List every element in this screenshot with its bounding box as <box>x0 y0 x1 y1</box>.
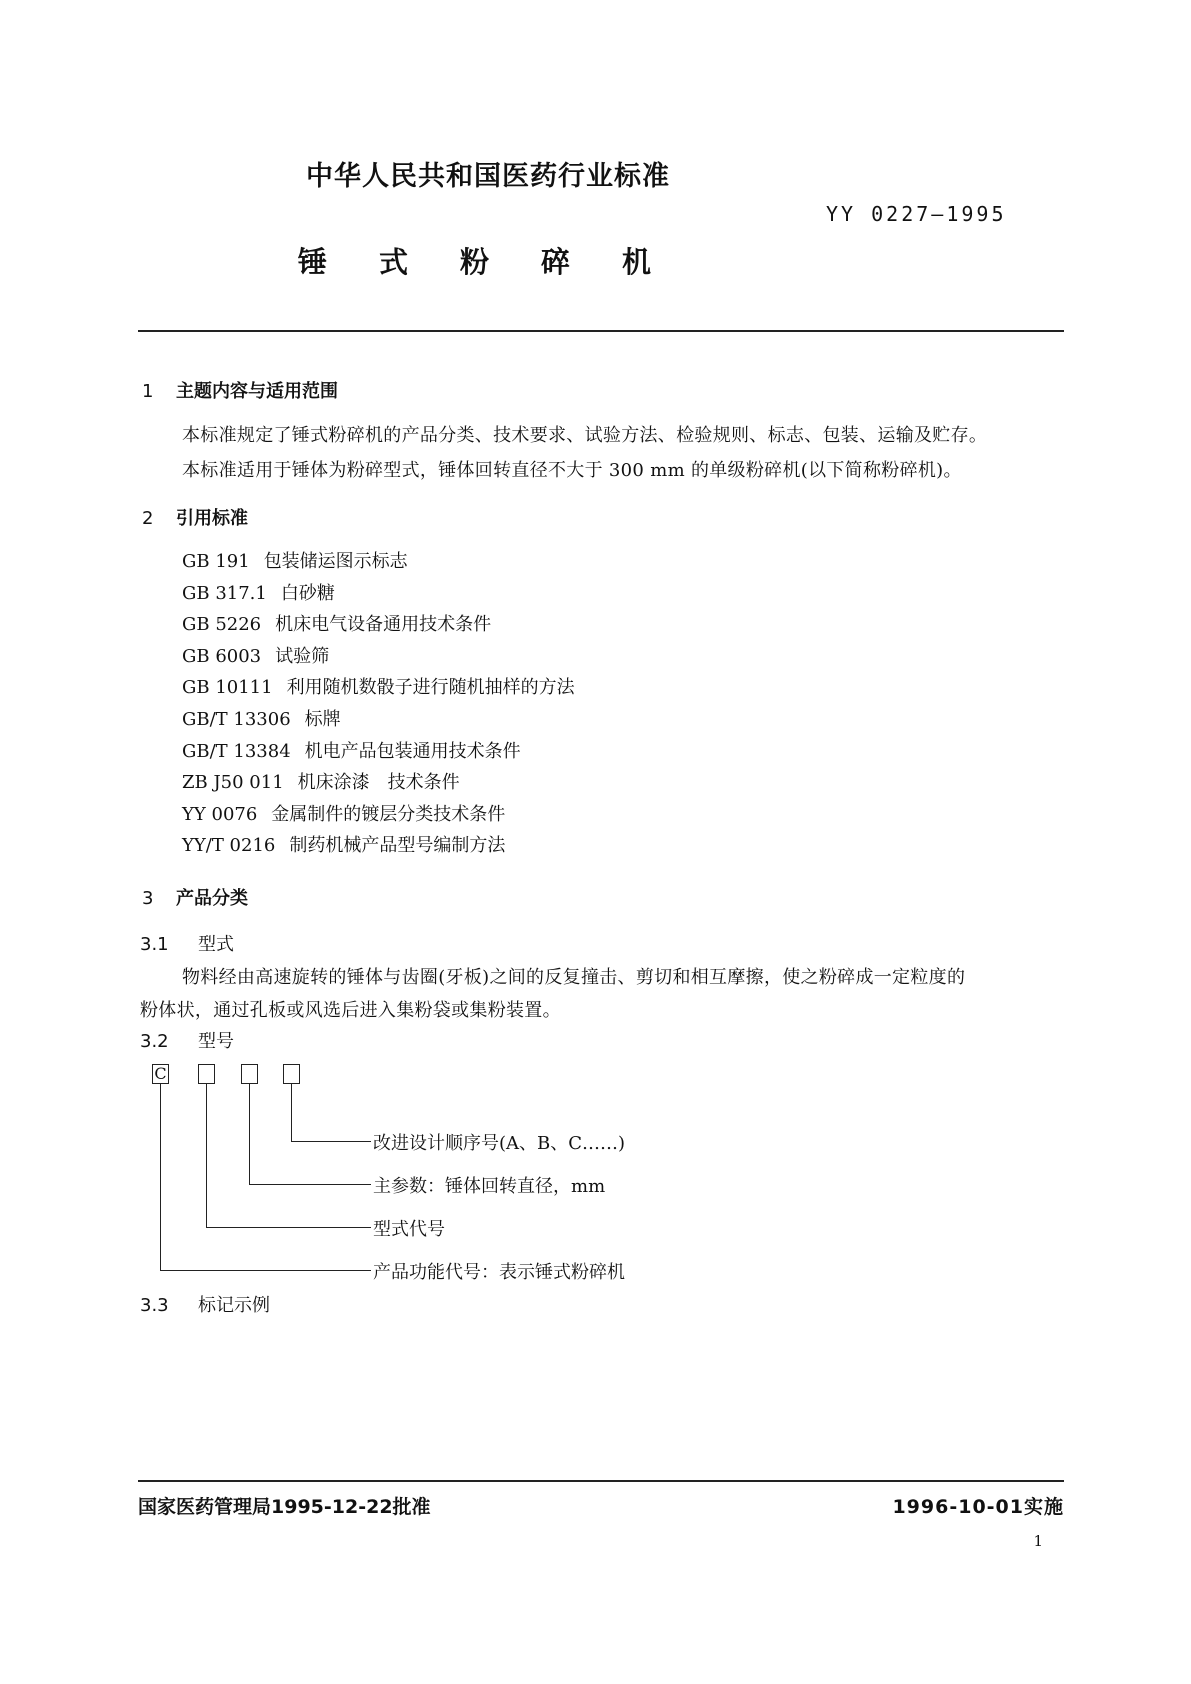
leader-line <box>249 1084 250 1184</box>
reference-title: 包装储运图示标志 <box>263 551 408 572</box>
reference-code: GB/T 13384 <box>182 740 291 762</box>
section-1-paragraph-1: 本标准规定了锤式粉碎机的产品分类、技术要求、试验方法、检验规则、标志、包装、运输及贮存。 <box>182 425 988 446</box>
reference-item <box>182 736 575 768</box>
reference-code: GB 191 <box>182 551 250 572</box>
model-label-main-parameter: 主参数：锤体回转直径，mm <box>373 1176 606 1197</box>
reference-title: 利用随机数骰子进行随机抽样的方法 <box>286 677 575 699</box>
reference-title: 标牌 <box>304 708 341 730</box>
subsection-3-1-line-2: 粉体状，通过孔板或风选后进入集粉袋或集粉装置。 <box>140 1000 561 1021</box>
reference-title: 制药机械产品型号编制方法 <box>289 835 506 857</box>
document-title: 锤式粉碎机 <box>298 245 704 279</box>
reference-item <box>182 578 575 610</box>
leader-line <box>291 1084 292 1141</box>
reference-code: YY/T 0216 <box>182 835 276 857</box>
reference-item <box>182 767 575 799</box>
subsection-title: 型号 <box>198 1031 234 1052</box>
section-title: 产品分类 <box>176 888 248 909</box>
section-title: 引用标准 <box>176 508 248 529</box>
leader-line <box>160 1270 371 1271</box>
model-box-main-parameter <box>241 1064 258 1084</box>
issuer-title: 中华人民共和国医药行业标准 <box>306 161 670 192</box>
leader-line <box>291 1141 371 1142</box>
section-title: 主题内容与适用范围 <box>176 381 338 402</box>
reference-code: GB 6003 <box>182 645 262 667</box>
reference-code: GB 5226 <box>182 614 262 636</box>
subsection-title: 型式 <box>198 934 234 955</box>
header-rule <box>138 330 1064 332</box>
subsection-3-3-heading <box>140 1291 270 1317</box>
reference-title: 机床电气设备通用技术条件 <box>275 614 492 636</box>
leader-line <box>206 1084 207 1227</box>
subsection-number: 3.2 <box>140 1031 169 1052</box>
subsection-number: 3.3 <box>140 1295 169 1316</box>
section-1-heading <box>142 377 338 403</box>
leader-line <box>249 1184 371 1185</box>
standard-code: YY 0227—1995 <box>826 202 1007 226</box>
approval-note: 国家医药管理局1995-12-22批准 <box>138 1496 431 1518</box>
section-3-heading <box>142 884 248 910</box>
leader-line <box>160 1084 161 1270</box>
reference-item <box>182 546 575 578</box>
model-box-type-code <box>198 1064 215 1084</box>
effective-date: 1996-10-01实施 <box>892 1496 1064 1518</box>
reference-code: YY 0076 <box>182 803 258 825</box>
model-box-product-function: C <box>152 1064 169 1084</box>
page-number: 1 <box>1033 1532 1043 1550</box>
reference-title: 试验筛 <box>275 645 330 667</box>
reference-item <box>182 672 575 704</box>
reference-item <box>182 609 575 641</box>
reference-item <box>182 641 575 673</box>
reference-code: GB 317.1 <box>182 582 267 604</box>
section-1-paragraph-2: 本标准适用于锤体为粉碎型式，锤体回转直径不大于 300 mm 的单级粉碎机(以下简称粉碎机)。 <box>182 460 962 481</box>
reference-title: 机电产品包装通用技术条件 <box>304 740 521 762</box>
section-number: 3 <box>142 888 154 909</box>
subsection-3-1-heading <box>140 930 234 956</box>
reference-title: 金属制件的镀层分类技术条件 <box>271 803 506 825</box>
footer-rule <box>138 1480 1064 1482</box>
reference-list <box>182 546 575 862</box>
section-number: 2 <box>142 508 154 529</box>
reference-code: GB/T 13306 <box>182 708 291 730</box>
model-label-type-code: 型式代号 <box>373 1219 445 1240</box>
reference-code: ZB J50 011 <box>182 772 284 794</box>
subsection-title: 标记示例 <box>198 1295 270 1316</box>
reference-item <box>182 830 575 862</box>
subsection-3-1-line-1: 物料经由高速旋转的锤体与齿圈(牙板)之间的反复撞击、剪切和相互摩擦，使之粉碎成一定粒度的 <box>182 967 966 988</box>
reference-title: 机床涂漆 技术条件 <box>297 772 460 794</box>
model-label-design-sequence: 改进设计顺序号(A、B、C……) <box>373 1133 626 1154</box>
subsection-number: 3.1 <box>140 934 169 955</box>
model-label-product-function: 产品功能代号：表示锤式粉碎机 <box>373 1262 625 1283</box>
reference-code: GB 10111 <box>182 677 273 699</box>
subsection-3-2-heading <box>140 1027 234 1053</box>
section-2-heading <box>142 504 248 530</box>
leader-line <box>206 1227 371 1228</box>
reference-item <box>182 704 575 736</box>
reference-title: 白砂糖 <box>280 582 335 604</box>
model-box-design-sequence <box>283 1064 300 1084</box>
section-number: 1 <box>142 381 154 402</box>
reference-item <box>182 799 575 831</box>
